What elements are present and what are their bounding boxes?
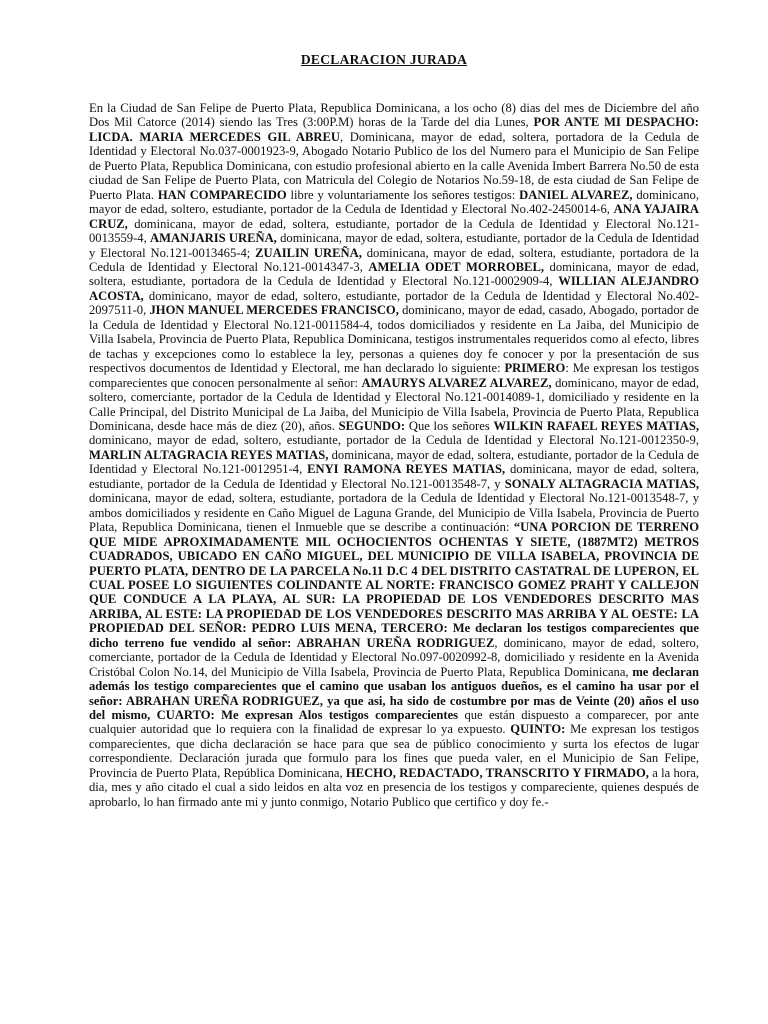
bold-text-run: me declaran además los testigo comparecientes que el camino que usaban los antiguos dueños, es el camino ha usar por el señor: ABRAHAN UREÑA RODRIGUEZ, ya que asi, ha sido de costumbre por mas de Veinte (20) años el uso del mismo, CUARTO: Me expresan Alos testigos comparecientes xyxy=(89,664,699,723)
bold-text-run: AMELIA ODET MORROBEL, xyxy=(368,259,544,274)
text-run: , Dominicana, mayor de edad, soltera, portadora de la Cedula de Identidad y Electoral No.037-0001923-9, Abogado Notario Publico de los del Numero para el Municipio de San Felipe de Puerto Plata, Republica Dominicana, con estudio profesional abierto en la calle Avenida Imbert Barrera No.50 de esta ciudad de San Felipe de Puerto Plata, con Matricula del Colegio de Notarios No.59-18, de esta ciudad de San Felipe de Puerto Plata. xyxy=(89,129,699,202)
bold-text-run: MARLIN ALTAGRACIA REYES MATIAS, xyxy=(89,447,329,462)
bold-text-run: JHON MANUEL MERCEDES FRANCISCO, xyxy=(149,303,399,318)
text-run: dominicana, mayor de edad, soltera, estudiante, portadora de la Cedula de Identidad y Electoral No.121-0013548-7, y ambos domiciliados y residente en Caño Miguel de Laguna Grande, del Municipio de Villa Isabela, Provincia de Puerto Plata, Republica Dominicana, tienen el Inmueble que se describe a continuación: xyxy=(89,491,699,535)
bold-text-run: ANA YAJAIRA CRUZ, xyxy=(89,202,699,231)
text-run: , dominicano, mayor de edad, soltero, comerciante, portador de la Cedula de Identidad y Electoral No.097-0020992-8, domiciliado y residente en la Avenida Cristóbal Colon No.14, del Municipio de Villa Isabela, Provincia de Puerto Plata, Republica Dominicana, xyxy=(89,635,699,679)
bold-text-run: QUINTO: xyxy=(510,722,566,737)
text-run: dominicano, mayor de edad, soltero, comerciante, portador de la Cedula de Identidad y Electoral No.121-0014089-1, domiciliado y residente en la Calle Principal, del Distrito Municipal de La Jaiba, del Municipio de Villa Isabela, Provincia de Puerto Plata, Republica Dominicana, desde hace más de diez (20), años. xyxy=(89,375,699,433)
text-run: Que los señores xyxy=(405,418,494,433)
text-run: dominicana, mayor de edad, soltera, estudiante, portador de la Cedula de Identidad y Electoral No.121-0012951-4, xyxy=(89,447,700,477)
bold-text-run: HAN COMPARECIDO xyxy=(157,187,287,202)
text-run: Me expresan los testigos comparecientes, que dicha declaración se hace para que sea de público conocimiento y surta los efectos de lugar correspondiente. Declaración jurada que formulo para los fines que pueda valer, en el Municipio de San Felipe, Provincia de Puerto Plata, República Dominicana, xyxy=(89,722,699,780)
bold-text-run: SEGUNDO: xyxy=(338,418,406,433)
text-run: En la Ciudad de San Felipe de Puerto Plata, Republica Dominicana, a los ocho (8) dias del mes de Diciembre del año Dos Mil Catorce (2014) siendo las Tres (3:00P.M) horas de la Tarde del dia Lunes, xyxy=(89,101,699,130)
text-run: : Me expresan los testigos comparecientes que conocen personalmente al señor: xyxy=(89,361,699,390)
bold-text-run: ZUAILIN UREÑA, xyxy=(255,245,362,260)
bold-text-run: WILLIAN ALEJANDRO ACOSTA, xyxy=(89,274,699,303)
bold-text-run: ENYI RAMONA REYES MATIAS, xyxy=(307,462,506,477)
document-title: DECLARACION JURADA xyxy=(300,52,468,67)
text-run: dominicana, mayor de edad, soltera, estudiante, portador de la Cedula de Identidad y Electoral No.121-0013559-4, xyxy=(89,216,699,246)
text-run: dominicano, mayor de edad, casado, Abogado, portador de la Cedula de Identidad y Electoral No.121-0011584-4, todos domiciliados y residente en La Jaiba, del Municipio de Villa Isabela, Provincia de Puerto Plata, Republica Dominicana, testigos instrumentales requeridos como al efecto, libres de tachas y excepciones como lo establece la ley, personas a quienes doy fe conocer y por la presentación de sus respectivos documentos de Identidad y Electoral, me han declarado lo siguiente: xyxy=(89,303,699,376)
text-run: dominicana, mayor de edad, soltera, estudiante, portador de la Cedula de Identidad y Electoral No.121-0013465-4; xyxy=(89,231,700,260)
text-run: dominicano, mayor de edad, soltero, estudiante, portador de la Cedula de Identidad y Electoral No.121-0012350-9, xyxy=(89,433,699,448)
text-run: dominicana, mayor de edad, soltera, estudiante, portador de la Cedula de Identidad y Electoral No.121-0013548-7, y xyxy=(89,462,700,491)
bold-text-run: AMAURYS ALVAREZ ALVAREZ, xyxy=(361,375,552,390)
text-run: dominicana, mayor de edad, soltera, estudiante, portadora de la Cedula de Identidad y Electoral No.121-0014347-3, xyxy=(89,245,699,274)
text-run: que están dispuesto a comparecer, por ante cualquier autoridad que lo requiera con la finalidad de expresar lo ya expuesto. xyxy=(89,708,699,737)
text-run: dominicana, mayor de edad, soltera, estudiante, portadora de la Cedula de Identidad y Electoral No.121-0002909-4, xyxy=(89,259,699,289)
bold-text-run: DANIEL ALVAREZ, xyxy=(519,187,633,202)
bold-text-run: “UNA PORCION DE TERRENO QUE MIDE APROXIMADAMENTE MIL OCHOCIENTOS OCHENTAS Y SIETE, (1887MT2) METROS CUADRADOS, UBICADO EN CAÑO MIGUEL, DEL MUNICIPIO DE VILLA ISABELA, PROVINCIA DE PUERTO PLATA, DENTRO DE LA PARCELA No.11 D.C 4 DEL DISTRITO CASTATRAL DE LUPERON, EL CUAL POSEE LO SIGUIENTES COLINDANTE AL NORTE: FRANCISCO GOMEZ PRAHT Y CALLEJON QUE CONDUCE A LA PLAYA, AL SUR: LA PROPIEDAD DE LOS VENDEDORES DESCRITO MAS ARRIBA, AL ESTE: LA PROPIEDAD DE LOS VENDEDORES DESCRITO MAS ARRIBA Y AL OESTE: LA PROPIEDAD DEL SEÑOR: PEDRO LUIS MENA, TERCERO: Me declaran los testigos comparecientes que dicho terreno fue vendido al señor: ABRAHAN UREÑA RODRIGUEZ xyxy=(89,520,699,650)
bold-text-run: AMANJARIS UREÑA, xyxy=(150,231,277,246)
text-run: a la hora, dia, mes y año citado el cual a sido leidos en alta voz en presencia de los testigos y compareciente, quienes después de aprobarlo, lo han firmado ante mi y junto conmigo, Notario Publico que certifico y doy fe.- xyxy=(89,765,700,809)
bold-text-run: PRIMERO xyxy=(504,361,566,376)
text-run: libre y voluntariamente los señores testigos: xyxy=(286,187,520,202)
bold-text-run: POR ANTE MI DESPACHO: LICDA. MARIA MERCEDES GIL ABREU xyxy=(89,115,700,144)
bold-text-run: SONALY ALTAGRACIA MATIAS, xyxy=(504,476,699,491)
text-run: dominicano, mayor de edad, soltero, estudiante, portador de la Cedula de Identidad y Electoral No.402-2097511-0, xyxy=(89,288,699,318)
text-run: dominicano, mayor de edad, soltero, estudiante, portador de la Cedula de Identidad y Electoral No.402-2450014-6, xyxy=(89,187,699,217)
bold-text-run: HECHO, REDACTADO, TRANSCRITO Y FIRMADO, xyxy=(345,765,649,780)
document-body xyxy=(89,101,699,809)
bold-text-run: WILKIN RAFAEL REYES MATIAS, xyxy=(493,418,699,433)
